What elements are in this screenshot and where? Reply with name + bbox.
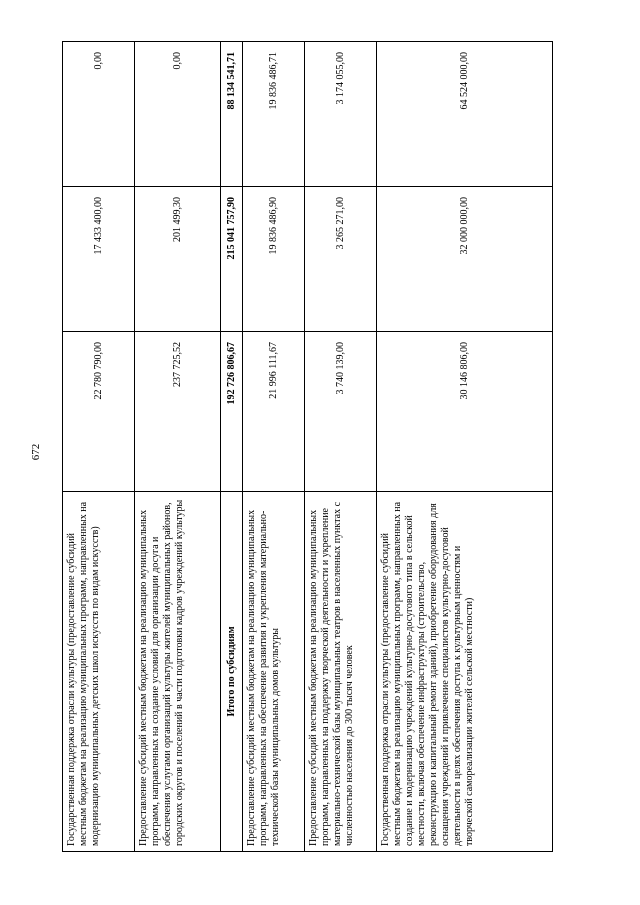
row-value-2: 215 041 757,90 bbox=[221, 187, 243, 332]
row-value-3: 0,00 bbox=[135, 42, 221, 187]
row-value-3: 19 836 486,71 bbox=[243, 42, 305, 187]
row-value-2: 201 499,30 bbox=[135, 187, 221, 332]
row-value-3: 64 524 000,00 bbox=[377, 42, 553, 187]
table-row bbox=[305, 42, 377, 852]
row-value-1: 21 996 111,67 bbox=[243, 332, 305, 492]
rotated-table-area bbox=[62, 42, 552, 852]
row-value-1: 192 726 806,67 bbox=[221, 332, 243, 492]
row-value-3: 88 134 541,71 bbox=[221, 42, 243, 187]
row-value-1: 237 725,52 bbox=[135, 332, 221, 492]
table-row bbox=[63, 42, 135, 852]
row-value-2: 19 836 486,90 bbox=[243, 187, 305, 332]
row-name: Итого по субсидиям bbox=[221, 492, 243, 852]
row-value-1: 22 780 790,00 bbox=[63, 332, 135, 492]
row-value-1: 3 740 139,00 bbox=[305, 332, 377, 492]
row-value-3: 3 174 055,00 bbox=[305, 42, 377, 187]
table-row bbox=[243, 42, 305, 852]
row-name: Предоставление субсидий местным бюджетам на реализацию муниципальных программ, направленных на создание условий для организации досуга и обеспечения услугами организаций культуры жителей муниципальных районов, городских округов и поселений в части подготовки кадров учреждений культуры bbox=[135, 492, 221, 852]
table-row-total bbox=[221, 42, 243, 852]
row-value-2: 3 265 271,00 bbox=[305, 187, 377, 332]
row-name: Государственная поддержка отрасли культуры (предоставление субсидий местным бюджетам на реализацию муниципальных программ, направленных на модернизацию муниципальных детских школ искусств по видам искусств) bbox=[63, 492, 135, 852]
row-value-2: 17 433 400,00 bbox=[63, 187, 135, 332]
rotated-table-content bbox=[62, 42, 552, 852]
page-number: 672 bbox=[30, 443, 42, 461]
row-value-3: 0,00 bbox=[63, 42, 135, 187]
subsidies-table bbox=[62, 41, 553, 852]
row-value-1: 30 146 806,00 bbox=[377, 332, 553, 492]
table-row bbox=[135, 42, 221, 852]
row-name: Предоставление субсидий местным бюджетам на реализацию муниципальных программ, направленных на поддержку творческой деятельности и укрепление материально-технической базы муниципальных театров в населенных пунктах с численностью населения до 300 тысяч человек bbox=[305, 492, 377, 852]
row-name: Предоставление субсидий местным бюджетам на реализацию муниципальных программ, направленных на обеспечение развития и укрепления материально-технической базы муниципальных домов культуры bbox=[243, 492, 305, 852]
row-value-2: 32 000 000,00 bbox=[377, 187, 553, 332]
row-name: Государственная поддержка отрасли культуры (предоставление субсидий местным бюджетам на реализацию муниципальных программ, направленных на создание и модернизацию учреждений культурно-досугового типа в сельской местности, включая обеспечение инфраструктуры (строительство, реконструкцию и капитальный ремонт зданий), приобретение оборудования для оснащения учреждений и привлечение специалистов культурно-досуговой деятельности в целях обеспечения доступа к культурным ценностям и творческой самореализации жителей сельской местности) bbox=[377, 492, 553, 852]
table-row bbox=[377, 42, 553, 852]
